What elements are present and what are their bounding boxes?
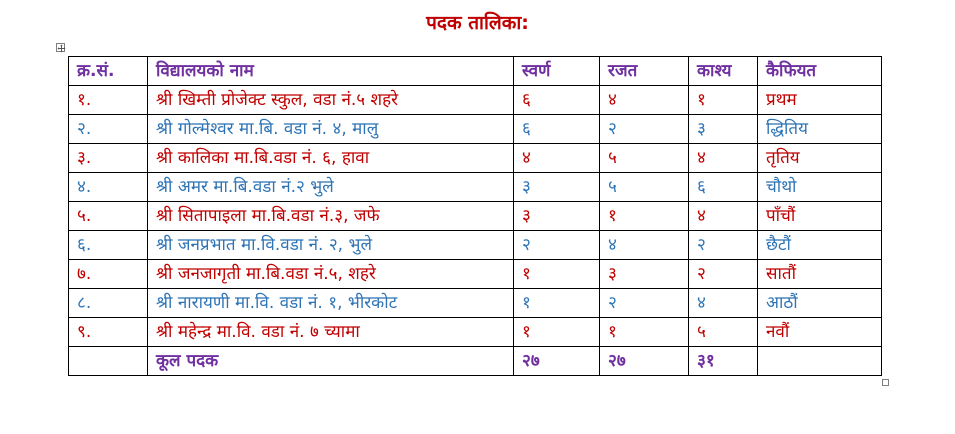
school-name-cell: श्री अमर मा.बि.वडा नं.२ भुले	[148, 173, 514, 202]
gold-cell: २७	[514, 347, 600, 376]
serial-cell: ७.	[69, 260, 148, 289]
table-row	[69, 318, 882, 347]
school-name-cell: कूल पदक	[148, 347, 514, 376]
gold-cell: ४	[514, 144, 600, 173]
table-row	[69, 202, 882, 231]
table-row	[69, 173, 882, 202]
bronze-cell: काश्य	[689, 57, 758, 86]
table-row	[69, 144, 882, 173]
serial-cell: २.	[69, 115, 148, 144]
serial-cell: ८.	[69, 289, 148, 318]
bronze-cell: ४	[689, 289, 758, 318]
medal-table	[68, 56, 882, 376]
gold-cell: १	[514, 289, 600, 318]
move-arrows-icon	[57, 44, 66, 53]
remarks-cell: चौथो	[758, 173, 882, 202]
table-row	[69, 115, 882, 144]
gold-cell: ३	[514, 173, 600, 202]
school-name-cell: श्री सितापाइला मा.बि.वडा नं.३, जफे	[148, 202, 514, 231]
bronze-cell: ६	[689, 173, 758, 202]
school-name-cell: श्री खिम्ती प्रोजेक्ट स्कुल, वडा नं.५ शहरे	[148, 86, 514, 115]
serial-cell: ५.	[69, 202, 148, 231]
silver-cell: ४	[600, 231, 689, 260]
remarks-cell: छैटौं	[758, 231, 882, 260]
bronze-cell: २	[689, 260, 758, 289]
silver-cell: ५	[600, 144, 689, 173]
gold-cell: ६	[514, 86, 600, 115]
gold-cell: २	[514, 231, 600, 260]
table-row	[69, 289, 882, 318]
remarks-cell	[758, 347, 882, 376]
bronze-cell: ४	[689, 144, 758, 173]
remarks-cell: द्धितिय	[758, 115, 882, 144]
remarks-cell: प्रथम	[758, 86, 882, 115]
silver-cell: १	[600, 318, 689, 347]
serial-cell: क्र.सं.	[69, 57, 148, 86]
serial-cell: ६.	[69, 231, 148, 260]
school-name-cell: श्री गोल्मेश्वर मा.बि. वडा नं. ४, मालु	[148, 115, 514, 144]
school-name-cell: श्री जनजागृती मा.बि.वडा नं.५, शहरे	[148, 260, 514, 289]
school-name-cell: विद्यालयको नाम	[148, 57, 514, 86]
serial-cell: ३.	[69, 144, 148, 173]
table-row	[69, 231, 882, 260]
bronze-cell: ३१	[689, 347, 758, 376]
total-row	[69, 347, 882, 376]
school-name-cell: श्री जनप्रभात मा.वि.वडा नं. २, भुले	[148, 231, 514, 260]
gold-cell: ६	[514, 115, 600, 144]
school-name-cell: श्री महेन्द्र मा.वि. वडा नं. ७ च्यामा	[148, 318, 514, 347]
table-move-handle[interactable]	[56, 43, 65, 52]
silver-cell: ५	[600, 173, 689, 202]
serial-cell: ४.	[69, 173, 148, 202]
silver-cell: २	[600, 115, 689, 144]
remarks-cell: पाँचौं	[758, 202, 882, 231]
bronze-cell: २	[689, 231, 758, 260]
bronze-cell: १	[689, 86, 758, 115]
gold-cell: १	[514, 260, 600, 289]
remarks-cell: तृतिय	[758, 144, 882, 173]
silver-cell: रजत	[600, 57, 689, 86]
silver-cell: २७	[600, 347, 689, 376]
serial-cell: १.	[69, 86, 148, 115]
serial-cell: ९.	[69, 318, 148, 347]
silver-cell: ३	[600, 260, 689, 289]
gold-cell: ३	[514, 202, 600, 231]
silver-cell: ४	[600, 86, 689, 115]
remarks-cell: आठौं	[758, 289, 882, 318]
remarks-cell: कैफियत	[758, 57, 882, 86]
school-name-cell: श्री कालिका मा.बि.वडा नं. ६, हावा	[148, 144, 514, 173]
silver-cell: १	[600, 202, 689, 231]
silver-cell: २	[600, 289, 689, 318]
school-name-cell: श्री नारायणी मा.वि. वडा नं. १, भीरकोट	[148, 289, 514, 318]
table-row	[69, 260, 882, 289]
gold-cell: १	[514, 318, 600, 347]
gold-cell: स्वर्ण	[514, 57, 600, 86]
table-resize-handle[interactable]	[882, 379, 889, 386]
remarks-cell: सातौं	[758, 260, 882, 289]
bronze-cell: ५	[689, 318, 758, 347]
page-title: पदक तालिका:	[426, 12, 529, 34]
bronze-cell: ३	[689, 115, 758, 144]
remarks-cell: नवौं	[758, 318, 882, 347]
bronze-cell: ४	[689, 202, 758, 231]
table-header-row	[69, 57, 882, 86]
serial-cell	[69, 347, 148, 376]
table-row	[69, 86, 882, 115]
